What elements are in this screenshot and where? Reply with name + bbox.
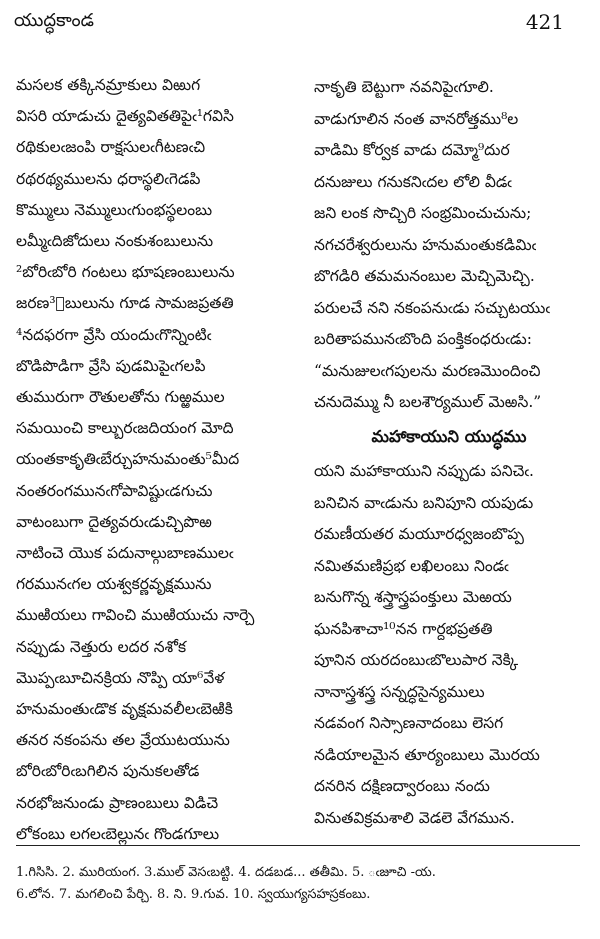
verse-line: జరణ³ంబులును గూడ సామజప్రతతి: [16, 294, 234, 313]
verse-line: యంతకాకృతిఁబేర్చుహనుమంతు⁵మీద: [16, 450, 240, 469]
verse-line: బనుగొన్న శస్త్రాస్త్రపంక్తులు మెఱయ: [314, 588, 512, 606]
verse-line: దనరిన దక్షిణద్వారంబు నందు: [314, 777, 490, 795]
verse-line: నంతరంగమునఁగోపావిష్టుఁడగుచు: [16, 481, 213, 500]
verse-line: ముఱియలు గావించి ముఱియుచు నార్చె: [16, 606, 255, 625]
footnote-divider: [16, 845, 580, 846]
right-column-bottom: [314, 456, 584, 834]
verse-line: తనర నకంపను తల వ్రేయుటయును: [16, 731, 230, 750]
right-column-top: [314, 72, 584, 419]
right-column: [314, 72, 584, 834]
verse-line: విసరి యాడుచు దైత్యవితతిపైఁ¹గవిసి: [16, 107, 234, 126]
verse-line: ⁴నదఫరగా వ్రేసి యందుఁగొన్నింటిఁ: [16, 325, 212, 344]
verse-line: నాకృతి బెట్టుగా నవనిపైఁగూలి.: [314, 78, 494, 96]
verse-line: బొడిపొడిగా వ్రేసి పుడమిపైఁగలపి: [16, 356, 206, 375]
footnote-line: 6.లోన. 7. మగలించి పేర్చి. 8. ని. 9.గువ. 10. స్వయుగ్యసహస్రకంబు.: [16, 887, 371, 902]
verse-line: వాడుగూలిన నంత వానరోత్తము⁸ల: [314, 109, 519, 128]
verse-line: మసలక తక్కినమ్రాకులు విఱుగ: [16, 76, 201, 94]
verse-line: పూనిన యరదంబుఁబొలుపార నెక్కి: [314, 651, 519, 669]
footnote-line: 1.గిసిసి. 2. మురియంగ. 3.ముల్ వెసఁబట్టి. 4. దడబడ... తతీమి. 5. ఁజూచి -య.: [16, 865, 436, 880]
page-number: 421: [525, 10, 564, 34]
verse-line: బనిచిన వాఁడును బనిపూని యపుడు: [314, 493, 534, 512]
left-column: [16, 70, 284, 850]
verse-line: హనుమంతుఁడొక వృక్షమవలీలఁబెఱికి: [16, 700, 233, 719]
verse-line: సమయించి కాల్బురఁజదియంగ మోది: [16, 419, 234, 438]
verse-line: వాడిమి కోర్వక వాడు దమ్మో⁹దుర: [314, 141, 510, 159]
verse-line: వినుతవిక్రమశాలి వెడలె వేగమున.: [314, 808, 515, 827]
verse-line: “మనుజులఁగపులను మరణమొందించి: [314, 361, 541, 380]
verse-line: చనుదెమ్ము నీ బలశౌర్యముల్ మెఱసి.”: [314, 393, 542, 411]
verse-line: నగచరేశ్వరులును హనుమంతుకడిమిఁ: [314, 235, 537, 254]
verse-line: మొప్పఁబూచినక్రియ నొప్పి యా⁶వేళ: [16, 668, 225, 687]
verse-line: యని మహాకాయుని నప్పుడు పనిచెఁ.: [314, 462, 534, 480]
verse-line: కొమ్ములు నెమ్ములుఁగుంభస్థలంబు: [16, 200, 213, 219]
verse-line: లమ్మీఁదిజోదులు నంకుశంబులును: [16, 232, 214, 251]
verse-line: పరులచే నని నకంపనుఁడు సచ్చుటయుఁ: [314, 298, 550, 317]
verse-line: రథికులఁజంపి రాక్షసులఁగీటణఁచి: [16, 138, 206, 157]
verse-line: లోకంబు లగలఁబెల్లునఁ గొండగూలు: [16, 824, 220, 843]
section-heading: మహాకాయుని యుద్ధము: [371, 426, 527, 446]
verse-line: ²బోరిఁబోరి గంటలు భూషణంబులును: [16, 263, 235, 282]
verse-line: ఘనపిశాచా¹⁰నన గార్దభప్రతతి: [314, 619, 493, 638]
verse-line: నానాస్త్రశస్త్ర సన్నద్ధసైన్యములు: [314, 682, 485, 701]
footnotes: [16, 862, 580, 906]
verse-line: బోరిఁబోరిఁబగిలిన పునుకలతోడ: [16, 762, 200, 781]
verse-line: బరితాపమునఁబొంది పంక్తికంధరుఁడు:: [314, 330, 532, 348]
verse-line: నరభోజనుండు ప్రాణంబులు విడిచె: [16, 793, 219, 812]
chapter-title: యుద్ధకాండ: [14, 10, 94, 31]
verse-line: నమితమణిప్రభ లఖిలంబు నిండఁ: [314, 556, 509, 575]
verse-line: రమణీయతర మయూరధ్వజంబొప్ప: [314, 525, 524, 543]
verse-line: దనుజులు గనుకనిఁదల లోలి వీడఁ: [314, 172, 512, 191]
page-header: [14, 10, 564, 40]
verse-line: బొగడిరి తమమనంబుల మెచ్చిమెచ్చి.: [314, 267, 535, 285]
verse-line: తుమురుగా రౌతులతోను గుఱ్ఱముల: [16, 388, 225, 407]
verse-line: రథరథ్యములను ధరాస్థలిఁగెడపి: [16, 169, 201, 188]
verse-line: వాటంబుగా దైత్యవరుఁడుచ్చిపొఱ: [16, 512, 212, 531]
verse-line: నాటించె యొక పదునాల్గుబాణములఁ: [16, 544, 234, 563]
verse-line: నడియాలమైన తూర్యంబులు మొరయ: [314, 745, 540, 764]
verse-line: నప్పుడు నెత్తురు లదర నశోక: [16, 637, 187, 656]
verse-line: జని లంక సొచ్చిరి సంభ్రమించుచును;: [314, 204, 532, 222]
verse-line: గరమునఁగల యశ్వకర్ణవృక్షమును: [16, 575, 212, 594]
verse-line: నడవంగ నిస్సాణనాదంబు లెసగ: [314, 714, 504, 732]
